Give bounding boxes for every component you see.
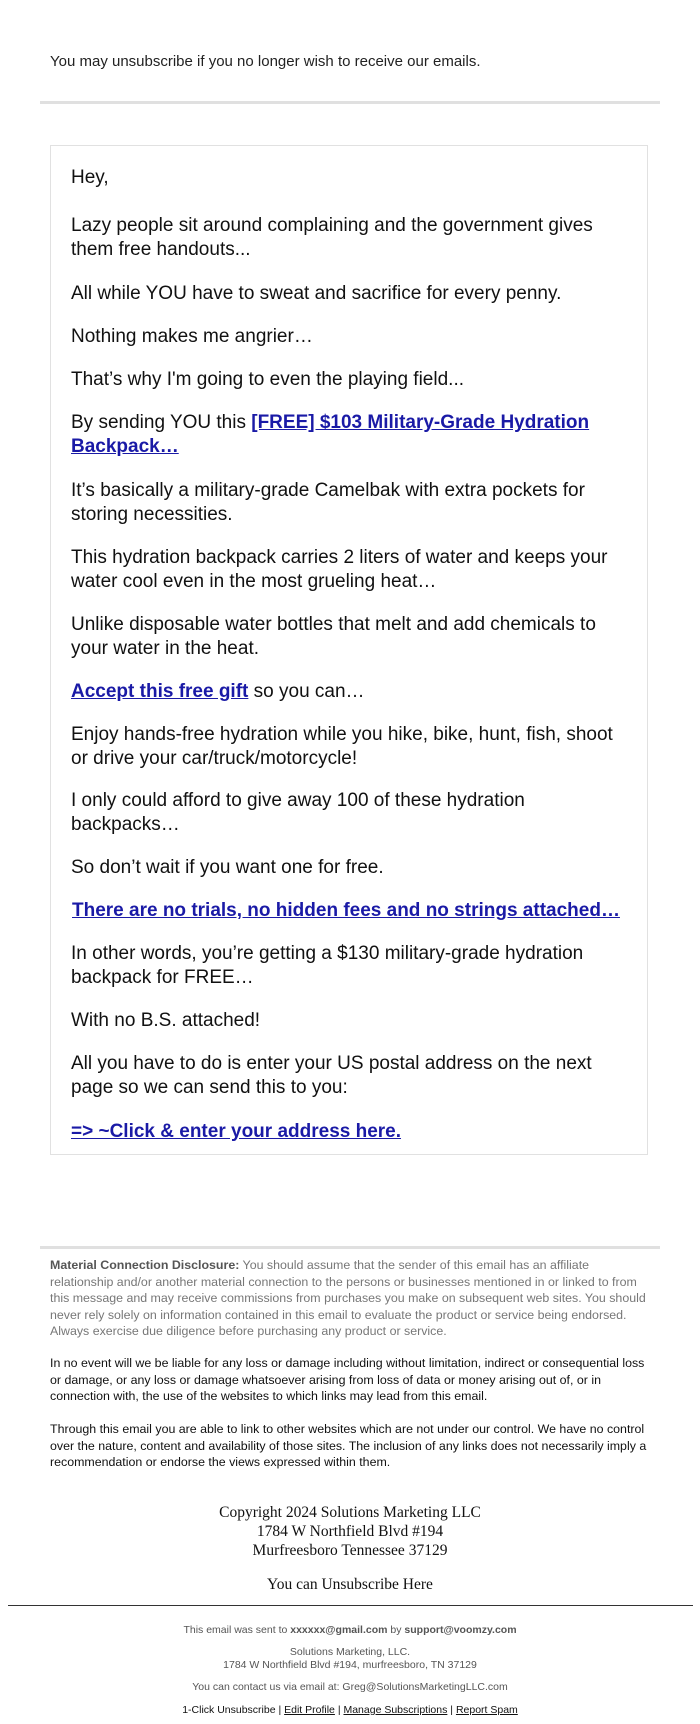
sender-email: support@voomzy.com <box>404 1624 517 1636</box>
disclosure-text: You should assume that the sender of this email has an affiliate relationship and/or another material connection to the persons or businesses mentioned in or linked to from this message and may receive commissions from purchases you make on subsequent web sites. You should never rely solely on information contained in this email to evaluate the product or service being endorsed. Always exercise due diligence before purchasing any product or service. <box>50 1258 646 1339</box>
footer-contact: You can contact us via email at: Greg@SolutionsMarketingLLC.com <box>192 1681 508 1693</box>
paragraph-sending <box>71 411 626 459</box>
no-trials-link[interactable]: There are no trials, no hidden fees and no strings attached… <box>72 900 620 921</box>
sending-text: By sending YOU this <box>71 412 252 433</box>
paragraph-other-words: In other words, you’re getting a $130 military-grade hydration backpack for FREE… <box>71 943 584 988</box>
paragraph-no-trials <box>72 899 620 923</box>
unsubscribe-note: You may unsubscribe if you no longer wish to receive our emails. <box>50 53 481 70</box>
separator: | <box>334 1704 344 1716</box>
liability-notice: In no event will we be liable for any loss or damage including without limitation, indirect or consequential loss or damage, or any loss or damage whatsoever arising from loss of data or money arising out of, or in connection with, the use of the websites to which links may lead from this email. <box>50 1356 645 1404</box>
sent-by: by <box>387 1624 405 1636</box>
accept-text: so you can… <box>248 681 365 702</box>
sent-prefix: This email was sent to <box>183 1624 291 1636</box>
company-address-line2: Murfreesboro Tennessee 37129 <box>252 1542 448 1559</box>
free-backpack-link[interactable]: [FREE] $103 Military-Grade Hydration Backpack… <box>71 412 590 457</box>
paragraph-two-liters: This hydration backpack carries 2 liters of water and keeps your water cool even in the most grueling heat… <box>71 547 608 592</box>
unsubscribe-here-link[interactable]: You can Unsubscribe Here <box>267 1576 433 1593</box>
material-disclosure <box>50 1257 650 1340</box>
footer-divider <box>8 1605 693 1606</box>
paragraph-disposable: Unlike disposable water bottles that melt and add chemicals to your water in the heat. <box>71 614 596 659</box>
footer-links <box>0 1704 700 1718</box>
paragraph-afford: I only could afford to give away 100 of these hydration backpacks… <box>71 790 525 835</box>
copyright: Copyright 2024 Solutions Marketing LLC <box>219 1504 481 1521</box>
paragraph-accept <box>71 680 365 704</box>
paragraph-postal-address: All you have to do is enter your US postal address on the next page so we can send this to you: <box>71 1053 592 1098</box>
paragraph-playing-field: That’s why I'm going to even the playing field... <box>71 369 464 390</box>
paragraph-camelbak: It’s basically a military-grade Camelbak with extra pockets for storing necessities. <box>71 480 585 525</box>
paragraph-handouts: Lazy people sit around complaining and the government gives them free handouts... <box>71 215 593 260</box>
paragraph-hands-free: Enjoy hands-free hydration while you hike, bike, hunt, fish, shoot or drive your car/truck/motorcycle! <box>71 724 613 769</box>
greeting: Hey, <box>71 167 109 188</box>
sent-to-line <box>0 1624 700 1638</box>
company-address-line1: 1784 W Northfield Blvd #194 <box>256 1523 444 1540</box>
paragraph-cta <box>71 1120 401 1144</box>
enter-address-link[interactable]: => ~Click & enter your address here. <box>71 1121 402 1142</box>
paragraph-dont-wait: So don’t wait if you want one for free. <box>71 857 384 878</box>
manage-subscriptions-link[interactable]: Manage Subscriptions <box>343 1704 448 1716</box>
email-body-card <box>50 145 648 1155</box>
paragraph-no-bs: With no B.S. attached! <box>71 1010 261 1031</box>
top-divider <box>40 101 660 104</box>
report-spam-link[interactable]: Report Spam <box>455 1704 518 1716</box>
separator: | <box>275 1704 285 1716</box>
paragraph-sweat: All while YOU have to sweat and sacrifice for every penny. <box>71 283 562 304</box>
footer-company: Solutions Marketing, LLC. <box>289 1646 411 1658</box>
footer-address: 1784 W Northfield Blvd #194, murfreesboro, TN 37129 <box>223 1659 477 1671</box>
edit-profile-link[interactable]: Edit Profile <box>284 1704 335 1716</box>
separator: | <box>447 1704 456 1716</box>
one-click-unsubscribe-link[interactable]: 1-Click Unsubscribe <box>182 1704 276 1716</box>
recipient-email: xxxxxx@gmail.com <box>290 1624 388 1636</box>
paragraph-angrier: Nothing makes me angrier… <box>71 326 313 347</box>
disclosure-divider <box>40 1246 660 1249</box>
disclosure-label: Material Connection Disclosure: <box>50 1258 240 1272</box>
accept-gift-link[interactable]: Accept this free gift <box>71 681 249 702</box>
external-links-notice: Through this email you are able to link to other websites which are not under our control. We have no control over the nature, content and availability of those sites. The inclusion of any links does not necessarily imply a recommendation or endorse the views expressed within them. <box>50 1422 647 1470</box>
